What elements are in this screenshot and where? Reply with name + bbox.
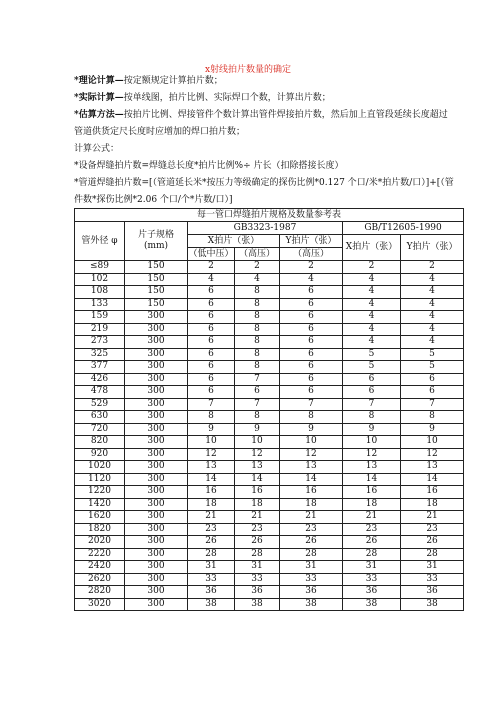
table-cell: 6 [235, 386, 280, 399]
table-row [75, 536, 464, 549]
table-cell: 300 [125, 598, 188, 611]
table-cell: 4 [401, 311, 464, 324]
table-cell: 1420 [75, 498, 125, 511]
table-cell: 300 [125, 486, 188, 499]
table-cell: 36 [401, 586, 464, 599]
table-cell: 23 [235, 523, 280, 536]
table-cell: 16 [235, 486, 280, 499]
table-cell: 16 [280, 486, 343, 499]
table-cell: 8 [235, 323, 280, 336]
table-cell: 10 [235, 436, 280, 449]
table-row [75, 373, 464, 386]
table-cell: 377 [75, 361, 125, 374]
table-cell: 6 [280, 336, 343, 349]
table-cell: 4 [401, 323, 464, 336]
table-row [75, 448, 464, 461]
table-cell: 7 [235, 373, 280, 386]
table-row [75, 473, 464, 486]
table-cell: 6 [280, 386, 343, 399]
table-cell: 6 [280, 286, 343, 299]
formula-equipment: *设备焊缝拍片数=焊缝总长度*拍片比例%÷ 片长（扣除搭接长度） [74, 161, 344, 171]
table-cell: 9 [343, 423, 401, 436]
table-cell: 18 [401, 498, 464, 511]
table-cell: 4 [401, 273, 464, 286]
table-cell: 26 [280, 536, 343, 549]
table-row [75, 523, 464, 536]
std-gb3323-header: GB3323-1987 [188, 222, 343, 235]
table-cell: 36 [280, 586, 343, 599]
table-cell: 6 [280, 323, 343, 336]
table-cell: 21 [235, 511, 280, 524]
table-cell: 18 [188, 498, 235, 511]
table-cell: 9 [235, 423, 280, 436]
table-cell: 38 [188, 598, 235, 611]
table-cell: 820 [75, 436, 125, 449]
table-row [75, 461, 464, 474]
table-cell: 21 [280, 511, 343, 524]
table-cell: 6 [188, 336, 235, 349]
table-cell: 300 [125, 348, 188, 361]
table-cell: 14 [280, 473, 343, 486]
sub-high-pressure: （高压） [235, 248, 280, 261]
table-cell: 28 [280, 548, 343, 561]
y-film-header-2: Y拍片（张） [401, 235, 464, 261]
table-cell: 4 [401, 286, 464, 299]
table-cell: 6 [280, 311, 343, 324]
table-cell: 529 [75, 398, 125, 411]
table-cell: 3020 [75, 598, 125, 611]
table-cell: 8 [235, 361, 280, 374]
sub-high-pressure-y: （高压） [280, 248, 343, 261]
table-cell: 18 [235, 498, 280, 511]
doc-title: x射线拍片数量的确定 [204, 65, 292, 75]
table-cell: 300 [125, 436, 188, 449]
table-cell: 300 [125, 586, 188, 599]
table-cell: 31 [343, 561, 401, 574]
table-cell: 108 [75, 286, 125, 299]
table-cell: 1620 [75, 511, 125, 524]
intro-theory: *理论计算—按定额规定计算拍片数； [74, 76, 223, 86]
table-cell: 4 [401, 298, 464, 311]
table-cell: 6 [343, 386, 401, 399]
table-cell: 8 [235, 311, 280, 324]
table-cell: 920 [75, 448, 125, 461]
x-film-header-2: X拍片（张） [343, 235, 401, 261]
table-cell: 5 [343, 348, 401, 361]
table-cell: 12 [188, 448, 235, 461]
table-cell: 28 [235, 548, 280, 561]
table-cell: 8 [235, 411, 280, 424]
table-cell: 13 [401, 461, 464, 474]
table-cell: 23 [343, 523, 401, 536]
y-film-header: Y拍片（张） [280, 235, 343, 248]
table-cell: 13 [280, 461, 343, 474]
table-cell: 38 [280, 598, 343, 611]
table-cell: 31 [188, 561, 235, 574]
table-cell: 26 [188, 536, 235, 549]
table-cell: 23 [401, 523, 464, 536]
table-cell: 6 [280, 361, 343, 374]
table-row [75, 286, 464, 299]
table-cell: 8 [235, 286, 280, 299]
table-cell: 300 [125, 448, 188, 461]
table-cell: 13 [343, 461, 401, 474]
table-cell: 16 [401, 486, 464, 499]
table-cell: 5 [343, 361, 401, 374]
table-cell: 16 [343, 486, 401, 499]
table-cell: 2020 [75, 536, 125, 549]
table-cell: 4 [343, 311, 401, 324]
table-cell: 2 [280, 261, 343, 274]
table-cell: 1820 [75, 523, 125, 536]
table-cell: 2 [401, 261, 464, 274]
table-row [75, 348, 464, 361]
table-cell: 8 [188, 411, 235, 424]
table-cell: 4 [235, 273, 280, 286]
table-row [75, 423, 464, 436]
table-cell: 33 [280, 573, 343, 586]
table-cell: 6 [188, 323, 235, 336]
table-cell: 8 [343, 411, 401, 424]
table-cell: 300 [125, 311, 188, 324]
table-cell: 300 [125, 536, 188, 549]
table-cell: 133 [75, 298, 125, 311]
table-cell: 12 [401, 448, 464, 461]
table-cell: 4 [188, 273, 235, 286]
table-cell: 12 [343, 448, 401, 461]
table-cell: 6 [188, 286, 235, 299]
table-cell: 300 [125, 511, 188, 524]
table-cell: 6 [188, 298, 235, 311]
table-cell: 21 [343, 511, 401, 524]
table-cell: 2820 [75, 586, 125, 599]
table-cell: 38 [235, 598, 280, 611]
table-cell: 6 [401, 386, 464, 399]
table-cell: 300 [125, 461, 188, 474]
table-cell: 21 [401, 511, 464, 524]
col-pipe-header: 管外径 φ [75, 222, 125, 261]
table-cell: 6 [401, 373, 464, 386]
x-film-header: X拍片（张） [188, 235, 280, 248]
table-row [75, 548, 464, 561]
table-cell: 31 [401, 561, 464, 574]
table-cell: 13 [188, 461, 235, 474]
formula-heading: 计算公式： [74, 144, 120, 154]
table-cell: 33 [188, 573, 235, 586]
table-cell: 31 [280, 561, 343, 574]
table-cell: 4 [401, 336, 464, 349]
table-cell: 10 [401, 436, 464, 449]
table-cell: 8 [401, 411, 464, 424]
table-cell: 2 [188, 261, 235, 274]
table-cell: 7 [401, 398, 464, 411]
table-cell: 6 [188, 386, 235, 399]
table-cell: 6 [188, 373, 235, 386]
table-cell: 5 [401, 348, 464, 361]
table-row [75, 298, 464, 311]
table-cell: 7 [188, 398, 235, 411]
table-cell: 2 [235, 261, 280, 274]
table-cell: 300 [125, 398, 188, 411]
table-cell: 478 [75, 386, 125, 399]
table-row [75, 586, 464, 599]
table-cell: 150 [125, 286, 188, 299]
table-cell: 720 [75, 423, 125, 436]
table-cell: 300 [125, 336, 188, 349]
film-quantity-table [74, 208, 464, 611]
table-cell: 7 [343, 398, 401, 411]
table-row [75, 386, 464, 399]
table-cell: 38 [401, 598, 464, 611]
table-row [75, 273, 464, 286]
table-cell: 1120 [75, 473, 125, 486]
table-row [75, 498, 464, 511]
col-film-header: 片子规格 (mm) [125, 222, 188, 261]
table-cell: 6 [188, 361, 235, 374]
table-cell: 33 [401, 573, 464, 586]
table-cell: 21 [188, 511, 235, 524]
table-row [75, 561, 464, 574]
table-cell: 8 [235, 336, 280, 349]
table-cell: 4 [343, 323, 401, 336]
table-cell: 300 [125, 561, 188, 574]
table-cell: 28 [401, 548, 464, 561]
table-cell: 31 [235, 561, 280, 574]
table-cell: 300 [125, 498, 188, 511]
intro-block [74, 73, 454, 209]
table-cell: 273 [75, 336, 125, 349]
table-cell: 23 [188, 523, 235, 536]
table-row [75, 361, 464, 374]
table-cell: 1220 [75, 486, 125, 499]
table-row [75, 311, 464, 324]
table-cell: 300 [125, 411, 188, 424]
table-cell: 9 [188, 423, 235, 436]
table-cell: 5 [401, 361, 464, 374]
table-cell: 159 [75, 311, 125, 324]
table-cell: 4 [343, 298, 401, 311]
table-cell: 23 [280, 523, 343, 536]
table-cell: 4 [343, 336, 401, 349]
table-cell: 10 [280, 436, 343, 449]
intro-estimate: *估算方法—按拍片比例、焊接管件个数计算出管件焊接拍片数，然后加上直管段延续长度超过管道供货定尺长度时应增加的焊口拍片数； [74, 110, 448, 137]
table-cell: 14 [343, 473, 401, 486]
table-cell: 7 [280, 398, 343, 411]
table-cell: 26 [235, 536, 280, 549]
table-cell: 7 [235, 398, 280, 411]
table-cell: 300 [125, 361, 188, 374]
table-cell: 36 [235, 586, 280, 599]
table-cell: 8 [235, 348, 280, 361]
table-row [75, 323, 464, 336]
table-cell: 219 [75, 323, 125, 336]
table-row [75, 336, 464, 349]
table-cell: 33 [235, 573, 280, 586]
table-cell: 325 [75, 348, 125, 361]
table-cell: 2420 [75, 561, 125, 574]
table-cell: 12 [280, 448, 343, 461]
table-cell: 18 [280, 498, 343, 511]
table-cell: 26 [401, 536, 464, 549]
table-row [75, 573, 464, 586]
table-cell: 150 [125, 261, 188, 274]
table-caption: 每一管口焊缝拍片规格及数量参考表 [75, 209, 464, 222]
table-cell: 4 [280, 273, 343, 286]
table-row [75, 598, 464, 611]
table-cell: 630 [75, 411, 125, 424]
table-cell: 6 [280, 348, 343, 361]
table-cell: 2620 [75, 573, 125, 586]
table-cell: 102 [75, 273, 125, 286]
table-row [75, 398, 464, 411]
table-cell: 6 [343, 373, 401, 386]
table-cell: 300 [125, 386, 188, 399]
table-cell: ≤89 [75, 261, 125, 274]
table-cell: 14 [235, 473, 280, 486]
table-cell: 12 [235, 448, 280, 461]
table-cell: 150 [125, 298, 188, 311]
table-cell: 36 [343, 586, 401, 599]
intro-actual: *实际计算—按单线图，拍片比例、实际焊口个数，计算出片数； [74, 93, 331, 103]
table-row [75, 486, 464, 499]
table-cell: 300 [125, 473, 188, 486]
table-cell: 300 [125, 323, 188, 336]
table-cell: 6 [280, 298, 343, 311]
table-row [75, 261, 464, 274]
formula-pipe: *管道焊缝拍片数=[（管道延长米*按压力等级确定的探伤比例*0.127 个口/米*拍片数/口）]+[（管件数*探伤比例*2.06 个口/个*片数/口）] [74, 178, 454, 205]
table-row [75, 411, 464, 424]
table-cell: 18 [343, 498, 401, 511]
table-cell: 6 [280, 373, 343, 386]
table-cell: 36 [188, 586, 235, 599]
table-cell: 300 [125, 573, 188, 586]
table-cell: 8 [280, 411, 343, 424]
table-cell: 14 [188, 473, 235, 486]
table-cell: 300 [125, 548, 188, 561]
table-cell: 4 [343, 273, 401, 286]
table-cell: 300 [125, 523, 188, 536]
table-cell: 8 [235, 298, 280, 311]
table-cell: 26 [343, 536, 401, 549]
table-cell: 150 [125, 273, 188, 286]
table-body [75, 261, 464, 611]
table-cell: 9 [401, 423, 464, 436]
table-cell: 300 [125, 373, 188, 386]
table-cell: 10 [188, 436, 235, 449]
table-cell: 28 [343, 548, 401, 561]
table-cell: 10 [343, 436, 401, 449]
table-cell: 33 [343, 573, 401, 586]
table-cell: 13 [235, 461, 280, 474]
std-gbt12605-header: GB/T12605-1990 [343, 222, 464, 235]
table-cell: 4 [343, 286, 401, 299]
table-cell: 300 [125, 423, 188, 436]
table-cell: 6 [188, 311, 235, 324]
table-cell: 38 [343, 598, 401, 611]
table-cell: 14 [401, 473, 464, 486]
table-cell: 16 [188, 486, 235, 499]
table-cell: 2220 [75, 548, 125, 561]
sub-low-mid-pressure: （低中压） [188, 248, 234, 259]
table-cell: 28 [188, 548, 235, 561]
table-cell: 1020 [75, 461, 125, 474]
table-row [75, 436, 464, 449]
table-cell: 2 [343, 261, 401, 274]
table-cell: 9 [280, 423, 343, 436]
table-cell: 426 [75, 373, 125, 386]
table-cell: 6 [188, 348, 235, 361]
table-row [75, 511, 464, 524]
